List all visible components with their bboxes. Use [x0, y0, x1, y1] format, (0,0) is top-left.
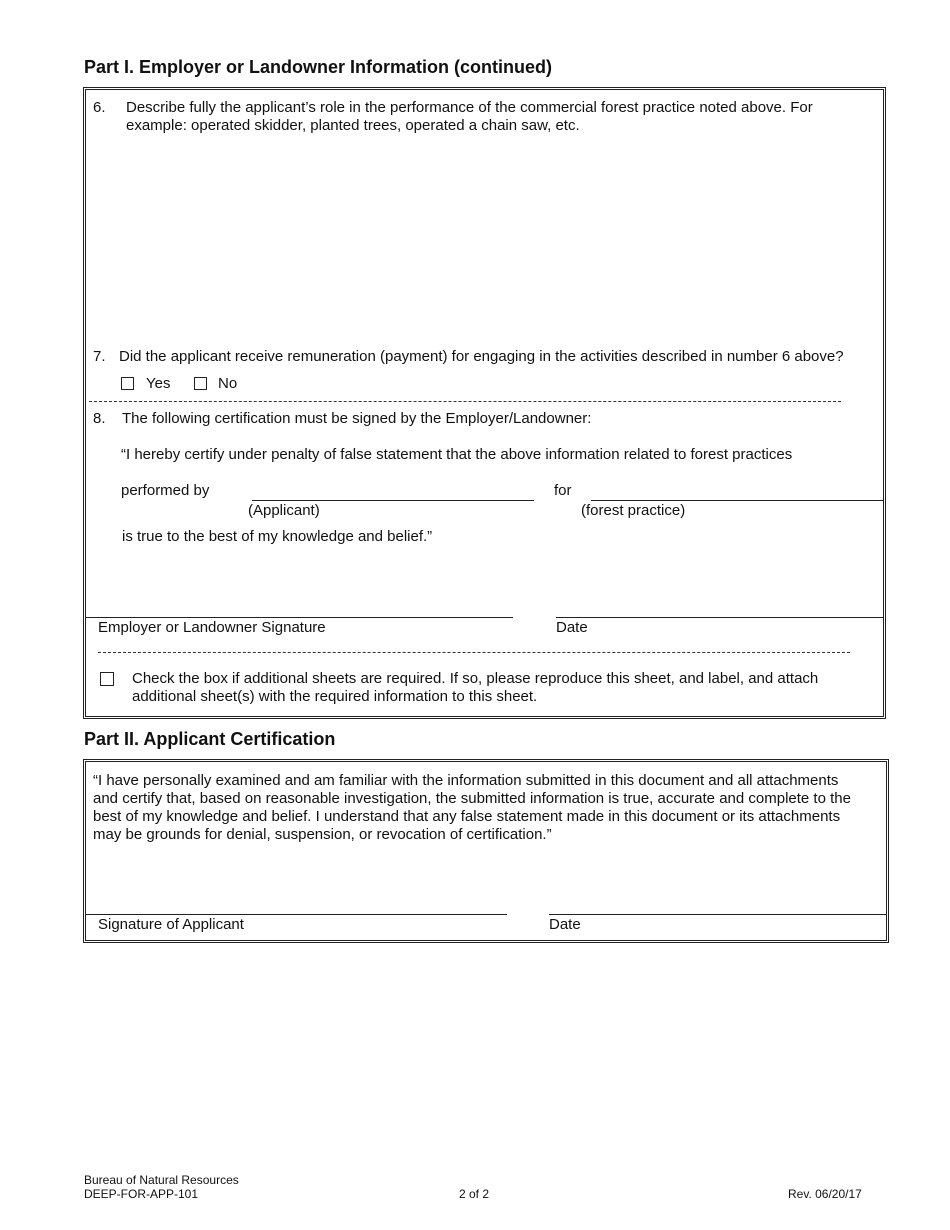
divider-q7 — [89, 401, 841, 402]
q8-number: 8. — [93, 410, 106, 427]
applicant-caption: (Applicant) — [248, 502, 320, 519]
no-checkbox[interactable] — [194, 377, 207, 390]
employer-signature-label: Employer or Landowner Signature — [98, 619, 326, 636]
q7-number: 7. — [93, 348, 106, 365]
q6-text-line2: example: operated skidder, planted trees, operated a chain saw, etc. — [126, 117, 580, 134]
yes-checkbox[interactable] — [121, 377, 134, 390]
q6-answer-area[interactable] — [120, 140, 870, 335]
forest-practice-line[interactable] — [591, 500, 883, 501]
cert-line3: best of my knowledge and belief. I understand that any false statement made in this document or its attachments — [93, 808, 841, 825]
applicant-date-label: Date — [549, 916, 581, 933]
q8-intro: The following certification must be signed by the Employer/Landowner: — [122, 410, 592, 427]
employer-date-line[interactable] — [556, 617, 883, 618]
cert-line4: may be grounds for denial, suspension, or revocation of certification.” — [93, 826, 552, 843]
footer-page-number: 2 of 2 — [459, 1187, 490, 1201]
applicant-date-line[interactable] — [549, 914, 886, 915]
q7-text: Did the applicant receive remuneration (payment) for engaging in the activities described in number 6 above? — [119, 348, 844, 365]
for-label: for — [554, 482, 572, 499]
additional-sheets-checkbox[interactable] — [100, 672, 114, 686]
forest-practice-caption: (forest practice) — [581, 502, 686, 519]
q6-number: 6. — [93, 99, 106, 116]
footer-form-id: DEEP-FOR-APP-101 — [84, 1187, 199, 1201]
part1-heading: Part I. Employer or Landowner Information (continued) — [84, 57, 553, 77]
footer-revision: Rev. 06/20/17 — [788, 1187, 862, 1201]
q8-statement: “I hereby certify under penalty of false statement that the above information related to forest practices — [121, 446, 793, 463]
cert-line1: “I have personally examined and am familiar with the information submitted in this document and all attachments — [93, 772, 839, 789]
cert-line2: and certify that, based on reasonable investigation, the submitted information is true, accurate and complete to the — [93, 790, 851, 807]
q8-closing: is true to the best of my knowledge and belief.” — [122, 528, 433, 545]
applicant-signature-line[interactable] — [86, 914, 507, 915]
part2-heading: Part II. Applicant Certification — [84, 729, 336, 749]
no-label: No — [218, 375, 238, 392]
employer-date-label: Date — [556, 619, 588, 636]
employer-signature-line[interactable] — [86, 617, 513, 618]
performed-by-label: performed by — [121, 482, 210, 499]
applicant-signature-label: Signature of Applicant — [98, 916, 244, 933]
additional-sheets-line2: additional sheet(s) with the required information to this sheet. — [132, 688, 538, 705]
footer-agency: Bureau of Natural Resources — [84, 1173, 239, 1187]
yes-label: Yes — [146, 375, 171, 392]
divider-signature — [98, 652, 850, 653]
applicant-name-line[interactable] — [252, 500, 534, 501]
additional-sheets-line1: Check the box if additional sheets are required. If so, please reproduce this sheet, and label, and attach — [132, 670, 819, 687]
q6-text-line1: Describe fully the applicant’s role in the performance of the commercial forest practice noted above. For — [126, 99, 813, 116]
